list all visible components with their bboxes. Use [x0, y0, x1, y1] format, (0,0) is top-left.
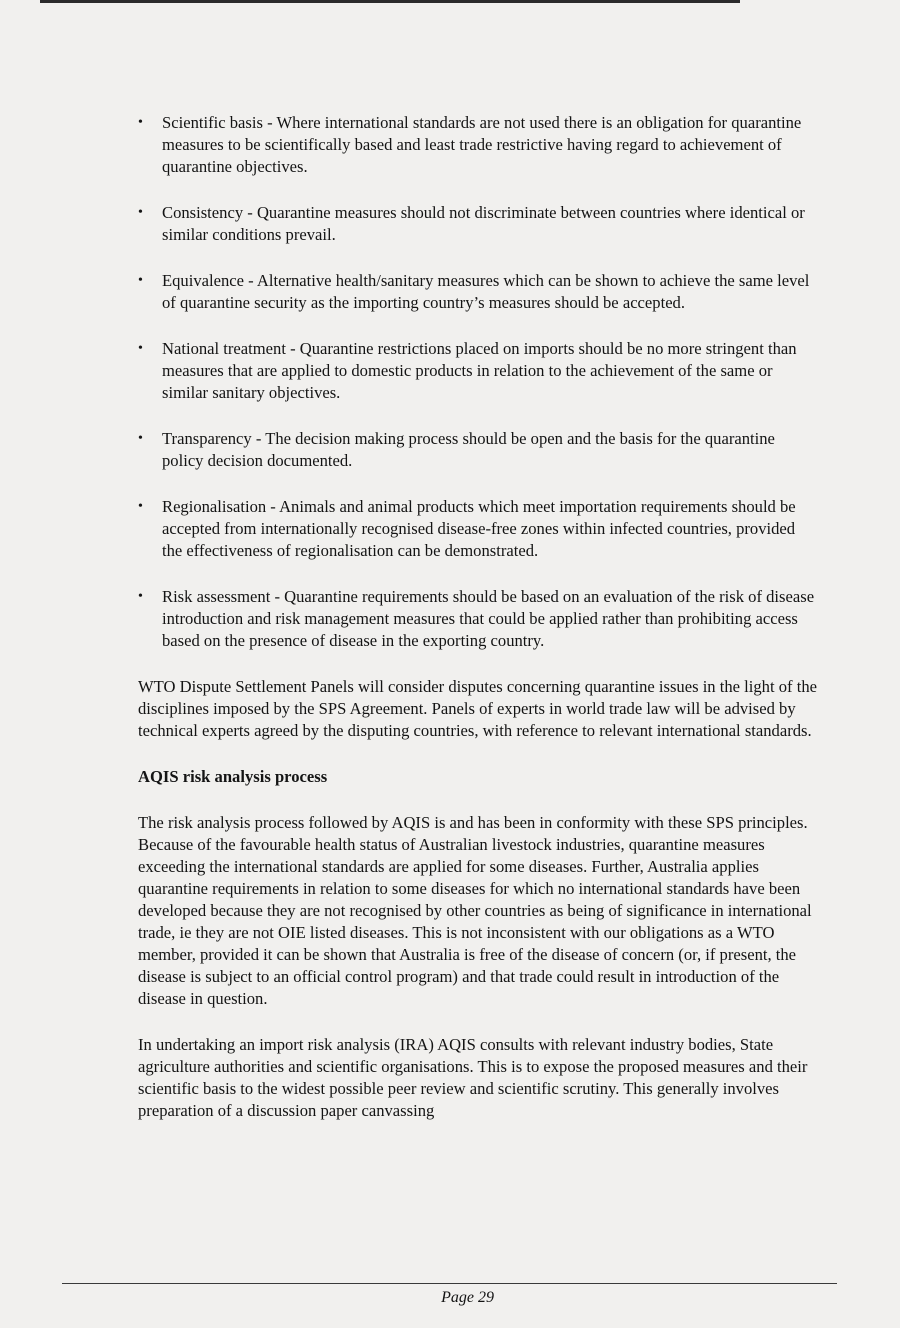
- wto-dispute-paragraph: WTO Dispute Settlement Panels will consider disputes concerning quarantine issues in the light of the disciplines imposed by the SPS Agreement. Panels of experts in world trade law will be advised by technical experts agreed by the disputing countries, with reference to relevant international standards.: [138, 677, 817, 740]
- ira-consultation-paragraph: In undertaking an import risk analysis (IRA) AQIS consults with relevant industry bodies, State agriculture authorities and scientific organisations. This is to expose the proposed measures and their scientific basis to the widest possible peer review and scientific scrutiny. This generally involves preparation of a discussion paper canvassing: [138, 1035, 808, 1120]
- principle-text: Regionalisation - Animals and animal products which meet importation requirements should be accepted from internationally recognised disease-free zones within infected countries, provided the effectiveness of regionalisation can be demonstrated.: [162, 497, 796, 560]
- principle-text: Risk assessment - Quarantine requirements should be based on an evaluation of the risk of disease introduction and risk management measures that could be applied rather than prohibiting access based on the presence of disease in the exporting country.: [162, 587, 815, 650]
- bullet-icon: •: [138, 499, 143, 514]
- bullet-icon: •: [138, 341, 143, 356]
- bullet-icon: •: [138, 115, 143, 130]
- principle-text: Transparency - The decision making process should be open and the basis for the quarantine policy decision documented.: [162, 429, 775, 470]
- list-item: [138, 428, 818, 472]
- section-heading: AQIS risk analysis process: [138, 767, 328, 786]
- page-body: [138, 112, 818, 1146]
- list-item: [138, 586, 818, 652]
- list-item: [138, 112, 818, 178]
- principle-text: Consistency - Quarantine measures should not discriminate between countries where identical or similar conditions prevail.: [162, 203, 805, 244]
- principle-text: Equivalence - Alternative health/sanitary measures which can be shown to achieve the same level of quarantine security as the importing country’s measures should be accepted.: [162, 271, 810, 312]
- list-item: [138, 270, 818, 314]
- principle-text: Scientific basis - Where international standards are not used there is an obligation for quarantine measures to be scientifically based and least trade restrictive having regard to achievement of quarantine objectives.: [162, 113, 802, 176]
- sps-principles-list: [138, 112, 818, 652]
- principle-text: National treatment - Quarantine restrictions placed on imports should be no more stringent than measures that are applied to domestic products in relation to the achievement of the same or similar sanitary objectives.: [162, 339, 797, 402]
- bullet-icon: •: [138, 205, 143, 220]
- bullet-icon: •: [138, 589, 143, 604]
- list-item: [138, 202, 818, 246]
- bullet-icon: •: [138, 431, 143, 446]
- footer-divider: [62, 1283, 837, 1284]
- bullet-icon: •: [138, 273, 143, 288]
- risk-analysis-paragraph: The risk analysis process followed by AQIS is and has been in conformity with these SPS principles. Because of the favourable health status of Australian livestock industries, quarantine measures exceeding the international standards are applied for some diseases. Further, Australia applies quarantine requirements in relation to some diseases for which no international standards have been developed because they are not recognised by other countries as being of significance in international trade, ie they are not OIE listed diseases. This is not inconsistent with our obligations as a WTO member, provided it can be shown that Australia is free of the disease of concern (or, if present, the disease is subject to an official control program) and that trade could result in introduction of the disease in question.: [138, 813, 812, 1008]
- list-item: [138, 338, 818, 404]
- top-border-line: [40, 0, 740, 3]
- page-number: Page 29: [441, 1289, 494, 1306]
- list-item: [138, 496, 818, 562]
